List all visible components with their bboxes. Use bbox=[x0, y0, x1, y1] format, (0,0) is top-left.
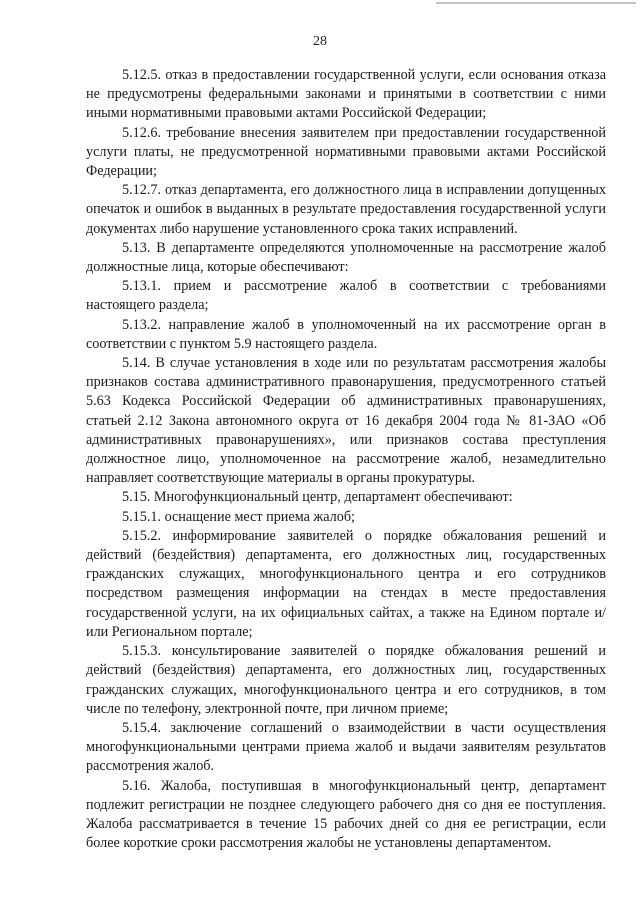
paragraph-5-15-1: 5.15.1. оснащение мест приема жалоб; bbox=[122, 508, 355, 525]
paragraph-5-15-2: 5.15.2. информирование заявителей о порядке обжалования решений и действий (бездействия) департамента, его должностных лиц, государственных гражданских служащих, многофункционального центра и его сотрудников посредством размещения информации на стендах в месте предоставления государственной услуги, на их официальных сайтах, а также на Едином портале и/или Региональном портале; bbox=[86, 527, 606, 640]
paragraph-5-12-5: 5.12.5. отказ в предоставлении государственной услуги, если основания отказа не предусмотрены федеральными законами и принятыми в соответствии с ними иными нормативными правовыми актами Российской Федерации; bbox=[86, 67, 606, 122]
paragraph-5-12-7: 5.12.7. отказ департамента, его должностного лица в исправлении допущенных опечаток и ошибок в выданных в результате предоставления государственной услуги документах либо нарушение установленного срока таких исправлений. bbox=[86, 182, 606, 237]
paragraph-5-15-4: 5.15.4. заключение соглашений о взаимодействии в части осуществления многофункциональными центрами приема жалоб и выдачи заявителям результатов рассмотрения жалоб. bbox=[86, 719, 606, 775]
scan-edge-mark bbox=[436, 2, 636, 4]
paragraph-5-16: 5.16. Жалоба, поступившая в многофункциональный центр, департамент подлежит регистрации не позднее следующего рабочего дня со дня ее поступления. Жалоба рассматривается в течение 15 рабочих дней со дня ее регистрации, если более короткие сроки рассмотрения жалобы не установлены департаментом. bbox=[86, 777, 606, 852]
page-number: 28 bbox=[313, 34, 327, 49]
paragraph-5-13-2: 5.13.2. направление жалоб в уполномоченный на их рассмотрение орган в соответствии с пунктом 5.9 настоящего раздела. bbox=[86, 316, 606, 352]
paragraph-5-13-1: 5.13.1. прием и рассмотрение жалоб в соответствии с требованиями настоящего раздела; bbox=[86, 278, 606, 314]
paragraph-5-14: 5.14. В случае установления в ходе или по результатам рассмотрения жалобы признаков состава административного правонарушения, предусмотренного статьей 5.63 Кодекса Российской Федерации об административных правонарушениях, статьей 2.12 Закона автономного округа от 16 декабря 2004 года № 81-ЗАО «Об административных правонарушениях», или признаков состава преступления должностное лицо, уполномоченное на рассмотрение жалоб, незамедлительно направляет соответствующие материалы в органы прокуратуры. bbox=[86, 355, 606, 487]
document-body bbox=[86, 66, 606, 853]
paragraph-5-15: 5.15. Многофункциональный центр, департамент обеспечивают: bbox=[122, 489, 513, 506]
paragraph-5-12-6: 5.12.6. требование внесения заявителем при предоставлении государственной услуги платы, не предусмотренной нормативными правовыми актами Российской Федерации; bbox=[86, 124, 606, 180]
paragraph-5-15-3: 5.15.3. консультирование заявителей о порядке обжалования решений и действий (бездействия) департамента, его должностных лиц, государственных гражданских служащих, многофункционального центра и его сотрудников, в том числе по телефону, электронной почте, при личном приеме; bbox=[86, 643, 606, 717]
paragraph-5-13: 5.13. В департаменте определяются уполномоченные на рассмотрение жалоб должностные лица, которые обеспечивают: bbox=[86, 239, 606, 276]
